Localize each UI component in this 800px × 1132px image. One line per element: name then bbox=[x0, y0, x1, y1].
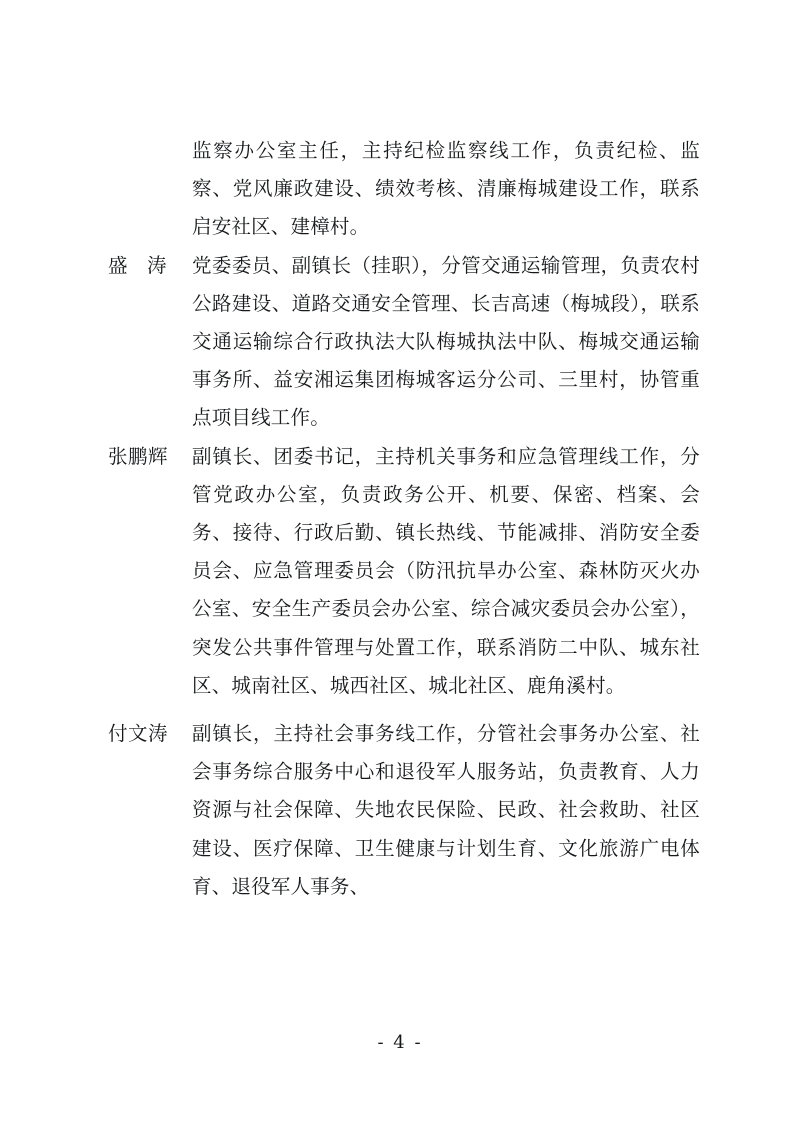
entry-name-3: 付文涛 bbox=[108, 722, 169, 746]
entry-text-2: 副镇长、团委书记，主持机关事务和应急管理线工作，分管党政办公室，负责政务公开、机要、保密、档案、会务、接待、行政后勤、镇长热线、节能减排、消防安全委员会、应急管理委员会（防汛抗旱办公室、森林防灭火办公室、安全生产委员会办公室、综合减灾委员会办公室），突发公共事件管理与处置工作，联系消防二中队、城东社区、城南社区、城西社区、城北社区、鹿角溪村。 bbox=[192, 444, 700, 697]
entry-name-1: 盛 涛 bbox=[108, 253, 167, 277]
document-body bbox=[108, 132, 700, 906]
paragraph-spacer bbox=[108, 705, 700, 715]
page-number: - 4 - bbox=[377, 1032, 423, 1053]
paragraph-entry-1 bbox=[108, 247, 700, 438]
paragraph-entry-0 bbox=[108, 132, 700, 247]
entry-name-2: 张鹏辉 bbox=[108, 444, 169, 468]
paragraph-entry-3 bbox=[108, 715, 700, 906]
paragraph-entry-2 bbox=[108, 438, 700, 705]
entry-text-3: 副镇长，主持社会事务线工作，分管社会事务办公室、社会事务综合服务中心和退役军人服务站，负责教育、人力资源与社会保障、失地农民保险、民政、社会救助、社区建设、医疗保障、卫生健康与计划生育、文化旅游广电体育、退役军人事务、 bbox=[192, 722, 700, 898]
entry-text-1: 党委委员、副镇长（挂职），分管交通运输管理，负责农村公路建设、道路交通安全管理、长吉高速（梅城段），联系交通运输综合行政执法大队梅城执法中队、梅城交通运输事务所、益安湘运集团梅城客运分公司、三里村，协管重点项目线工作。 bbox=[192, 253, 700, 430]
entry-text-0: 监察办公室主任，主持纪检监察线工作，负责纪检、监察、党风廉政建设、绩效考核、清廉梅城建设工作，联系启安社区、建樟村。 bbox=[192, 139, 700, 239]
